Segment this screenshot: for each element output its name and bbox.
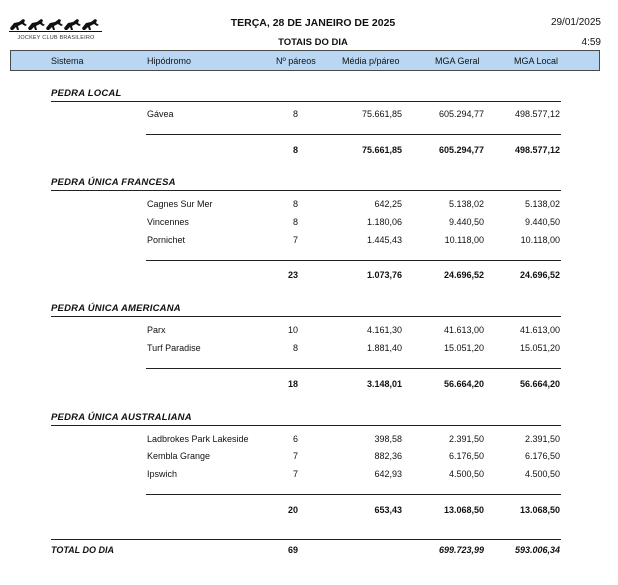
cell-pareos: 7 bbox=[292, 469, 298, 479]
section-divider bbox=[51, 316, 561, 317]
total-media: 75.661,85 bbox=[361, 145, 402, 155]
cell-pareos: 8 bbox=[292, 199, 298, 209]
cell-hipodromo: Ladbrokes Park Lakeside bbox=[147, 434, 249, 444]
total-mga-local: 13.068,50 bbox=[519, 505, 560, 515]
col-sistema: Sistema bbox=[51, 56, 84, 66]
grand-total-mga-local: 593.006,34 bbox=[514, 545, 560, 555]
cell-media: 75.661,85 bbox=[361, 109, 402, 119]
grand-total-divider bbox=[51, 539, 561, 540]
cell-mga-local: 6.176,50 bbox=[524, 451, 560, 461]
table-row bbox=[0, 343, 618, 357]
total-mga-local: 56.664,20 bbox=[519, 379, 560, 389]
cell-hipodromo: Kembla Grange bbox=[147, 451, 211, 461]
total-pareos: 23 bbox=[287, 270, 298, 280]
cell-media: 882,36 bbox=[374, 451, 402, 461]
cell-hipodromo: Ipswich bbox=[147, 469, 178, 479]
section-title: PEDRA ÚNICA AMERICANA bbox=[51, 303, 181, 314]
cell-pareos: 8 bbox=[292, 217, 298, 227]
report-title: TERÇA, 28 DE JANEIRO DE 2025 bbox=[230, 17, 396, 29]
table-row bbox=[0, 109, 618, 123]
cell-mga-local: 498.577,12 bbox=[514, 109, 560, 119]
table-row bbox=[0, 451, 618, 465]
cell-pareos: 8 bbox=[292, 343, 298, 353]
cell-media: 642,93 bbox=[374, 469, 402, 479]
cell-media: 1.180,06 bbox=[366, 217, 402, 227]
grand-total-pareos: 69 bbox=[287, 545, 298, 555]
subtotal-row bbox=[0, 505, 618, 519]
cell-pareos: 7 bbox=[292, 235, 298, 245]
cell-hipodromo: Pornichet bbox=[147, 235, 186, 245]
cell-mga-local: 41.613,00 bbox=[519, 325, 560, 335]
report-date: 29/01/2025 bbox=[550, 17, 601, 28]
table-row bbox=[0, 199, 618, 213]
cell-mga-local: 2.391,50 bbox=[524, 434, 560, 444]
cell-mga-local: 4.500,50 bbox=[524, 469, 560, 479]
cell-hipodromo: Turf Paradise bbox=[147, 343, 201, 353]
col-mga-local: MGA Local bbox=[514, 56, 559, 66]
section-divider bbox=[51, 101, 561, 102]
subtotal-divider bbox=[146, 368, 561, 369]
subtotal-row bbox=[0, 270, 618, 284]
total-mga-geral: 56.664,20 bbox=[443, 379, 484, 389]
cell-mga-geral: 41.613,00 bbox=[443, 325, 484, 335]
cell-mga-geral: 15.051,20 bbox=[443, 343, 484, 353]
table-row bbox=[0, 434, 618, 448]
subtotal-divider bbox=[146, 494, 561, 495]
subtotal-row bbox=[0, 145, 618, 159]
grand-total-mga-geral: 699.723,99 bbox=[438, 545, 484, 555]
cell-pareos: 8 bbox=[292, 109, 298, 119]
logo-caption: JOCKEY CLUB BRASILEIRO bbox=[17, 35, 95, 41]
total-pareos: 20 bbox=[287, 505, 298, 515]
cell-media: 1.881,40 bbox=[366, 343, 402, 353]
cell-mga-geral: 6.176,50 bbox=[448, 451, 484, 461]
grand-total-row bbox=[0, 545, 618, 559]
cell-mga-local: 15.051,20 bbox=[519, 343, 560, 353]
cell-media: 398,58 bbox=[374, 434, 402, 444]
cell-mga-geral: 10.118,00 bbox=[444, 235, 484, 245]
cell-media: 642,25 bbox=[374, 199, 402, 209]
section-title: PEDRA ÚNICA AUSTRALIANA bbox=[51, 412, 192, 423]
horses-logo-icon bbox=[8, 14, 104, 34]
subtotal-divider bbox=[146, 260, 561, 261]
section-divider bbox=[51, 425, 561, 426]
cell-mga-geral: 9.440,50 bbox=[448, 217, 484, 227]
total-mga-local: 498.577,12 bbox=[514, 145, 560, 155]
cell-hipodromo: Cagnes Sur Mer bbox=[147, 199, 213, 209]
total-pareos: 18 bbox=[287, 379, 298, 389]
subtotal-row bbox=[0, 379, 618, 393]
total-mga-geral: 605.294,77 bbox=[438, 145, 484, 155]
col-hipodromo: Hipódromo bbox=[147, 56, 192, 66]
section-title: PEDRA LOCAL bbox=[51, 88, 122, 99]
col-mga-geral: MGA Geral bbox=[435, 56, 480, 66]
total-media: 3.148,01 bbox=[366, 379, 402, 389]
cell-mga-geral: 2.391,50 bbox=[448, 434, 484, 444]
section-title: PEDRA ÚNICA FRANCESA bbox=[51, 177, 176, 188]
report-time: 4:59 bbox=[581, 37, 601, 48]
cell-hipodromo: Vincennes bbox=[147, 217, 189, 227]
jockey-club-logo bbox=[8, 14, 104, 44]
col-pareos: Nº páreos bbox=[276, 56, 316, 66]
cell-pareos: 10 bbox=[287, 325, 298, 335]
total-mga-geral: 24.696,52 bbox=[443, 270, 484, 280]
cell-mga-local: 9.440,50 bbox=[524, 217, 560, 227]
report-subtitle: TOTAIS DO DIA bbox=[278, 37, 348, 48]
table-row bbox=[0, 469, 618, 483]
cell-mga-geral: 5.138,02 bbox=[448, 199, 484, 209]
subtotal-divider bbox=[146, 134, 561, 135]
cell-hipodromo: Parx bbox=[147, 325, 166, 335]
total-media: 653,43 bbox=[374, 505, 402, 515]
cell-mga-geral: 605.294,77 bbox=[438, 109, 484, 119]
section-divider bbox=[51, 190, 561, 191]
table-row bbox=[0, 217, 618, 231]
cell-hipodromo: Gávea bbox=[147, 109, 174, 119]
cell-mga-local: 10.118,00 bbox=[520, 235, 560, 245]
cell-mga-local: 5.138,02 bbox=[524, 199, 560, 209]
cell-media: 1.445,43 bbox=[366, 235, 402, 245]
col-media: Média p/páreo bbox=[342, 56, 400, 66]
table-row bbox=[0, 235, 618, 249]
table-row bbox=[0, 325, 618, 339]
grand-total-label: TOTAL DO DIA bbox=[51, 545, 114, 555]
cell-media: 4.161,30 bbox=[366, 325, 402, 335]
cell-pareos: 7 bbox=[292, 451, 298, 461]
total-mga-geral: 13.068,50 bbox=[443, 505, 484, 515]
column-header-bar bbox=[10, 50, 600, 71]
total-pareos: 8 bbox=[292, 145, 298, 155]
total-mga-local: 24.696,52 bbox=[519, 270, 560, 280]
cell-pareos: 6 bbox=[292, 434, 298, 444]
total-media: 1.073,76 bbox=[366, 270, 402, 280]
cell-mga-geral: 4.500,50 bbox=[448, 469, 484, 479]
